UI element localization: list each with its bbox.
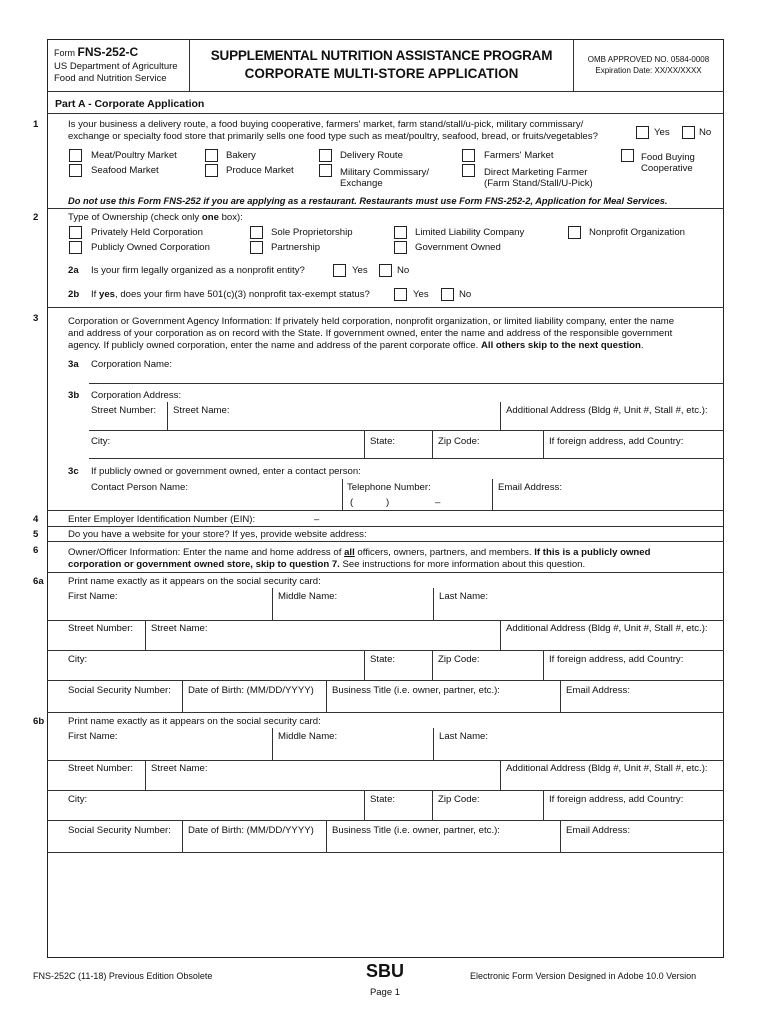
q6a-ssn-label: Social Security Number:: [68, 685, 171, 696]
contact-divider: [342, 479, 343, 510]
q2a-no-label: No: [397, 265, 410, 276]
q2b-text-yes: yes: [99, 289, 116, 300]
part-a-title: Part A - Corporate Application: [55, 98, 205, 110]
q2b-text-if: If: [91, 289, 99, 300]
sole-proprietorship-label: Sole Proprietorship: [271, 227, 353, 238]
q2b-number: 2b: [68, 289, 80, 300]
q2-number: 2: [33, 212, 39, 223]
q2a-yes-label: Yes: [352, 265, 368, 276]
agency-line-2: Food and Nutrition Service: [54, 73, 167, 84]
q1-no-checkbox[interactable]: [682, 126, 695, 139]
q6b-name-field[interactable]: [47, 760, 724, 761]
q6a-ssn-divider: [182, 680, 183, 712]
corporation-name-label: Corporation Name:: [91, 359, 173, 370]
q3-street-divider: [167, 402, 168, 430]
q3-city-field[interactable]: [89, 458, 724, 459]
llc-checkbox[interactable]: [394, 226, 407, 239]
omb-number: OMB APPROVED NO. 0584-0008: [587, 55, 710, 64]
food-buying-label: Food Buying: [641, 152, 695, 163]
q6a-state-divider: [432, 650, 433, 680]
meat-poultry-checkbox[interactable]: [69, 149, 82, 162]
ein-label: Enter Employer Identification Number (EIN):: [68, 514, 256, 525]
q4-number: 4: [33, 514, 39, 525]
q3-skip-note: All others skip to the next question: [480, 340, 641, 351]
form-prefix: Form: [54, 48, 75, 58]
nonprofit-organization-label: Nonprofit Organization: [589, 227, 685, 238]
contact-person-prompt: If publicly owned or government owned, enter a contact person:: [91, 466, 361, 477]
q6-number: 6: [33, 545, 39, 556]
q3-zip-divider: [543, 430, 544, 458]
q6b-street-divider: [145, 760, 146, 790]
q6b-dob-divider: [326, 820, 327, 852]
q3-country-label: If foreign address, add Country:: [549, 436, 684, 447]
q3-city-divider: [364, 430, 365, 458]
ein-dash: –: [314, 514, 320, 525]
header-bottom-rule: [47, 91, 724, 92]
q3-additional-divider: [500, 402, 501, 430]
llc-label: Limited Liability Company: [415, 227, 525, 238]
seafood-checkbox[interactable]: [69, 164, 82, 177]
q6a-street-field[interactable]: [47, 650, 724, 651]
corporation-address-label: Corporation Address:: [91, 390, 182, 401]
q3-text-line-1: Corporation or Government Agency Information: If privately held corporation, nonprofit organization, or limited liability company, enter the name: [68, 316, 675, 327]
q3-street-number-label: Street Number:: [91, 405, 157, 416]
q6b-dob-label: Date of Birth: (MM/DD/YYYY): [188, 825, 314, 836]
q6a-dob-label: Date of Birth: (MM/DD/YYYY): [188, 685, 314, 696]
q6a-middle-divider: [433, 588, 434, 620]
military-exchange-label: Exchange: [340, 178, 383, 189]
q6b-email-label: Email Address:: [566, 825, 630, 836]
q6b-additional-divider: [500, 760, 501, 790]
q6b-title-divider: [560, 820, 561, 852]
q3-zip-label: Zip Code:: [438, 436, 480, 447]
website-label: Do you have a website for your store? If yes, provide website address:: [68, 529, 367, 540]
nonprofit-organization-checkbox[interactable]: [568, 226, 581, 239]
q3-street-field[interactable]: [89, 430, 724, 431]
q1-no-label: No: [699, 127, 712, 138]
form-number: FNS-252-C: [77, 45, 139, 59]
q2-text: [68, 212, 243, 223]
q6-text-mid: officers, owners, partners, and members.: [354, 547, 535, 558]
q6a-street-name-label: Street Name:: [151, 623, 208, 634]
form-number-block: [54, 45, 138, 59]
q6a-dob-divider: [326, 680, 327, 712]
privately-held-label: Privately Held Corporation: [91, 227, 203, 238]
agency-line-1: US Department of Agriculture: [54, 61, 178, 72]
omb-expiration: Expiration Date: XX/XX/XXXX: [595, 66, 702, 75]
q3-city-label: City:: [91, 436, 111, 447]
partnership-label: Partnership: [271, 242, 321, 253]
q6a-zip-divider: [543, 650, 544, 680]
q6-header-rule: [47, 572, 724, 573]
q6b-city-label: City:: [68, 794, 88, 805]
footer-form-edition: FNS-252C (11-18) Previous Edition Obsolete: [33, 971, 213, 981]
military-commissary-label: Military Commissary/: [340, 167, 430, 178]
q3a-number: 3a: [68, 359, 79, 370]
farmers-market-checkbox[interactable]: [462, 149, 475, 162]
q3-text-line-3-end: .: [640, 340, 644, 351]
bakery-checkbox[interactable]: [205, 149, 218, 162]
q6-instructions-note: See instructions for more information about this question.: [339, 559, 586, 570]
q1-yes-label: Yes: [654, 127, 670, 138]
q3c-number: 3c: [68, 466, 79, 477]
q6a-street-number-label: Street Number:: [68, 623, 134, 634]
q6-text-start: Owner/Officer Information: Enter the name and home address of: [68, 547, 345, 558]
q6a-city-divider: [364, 650, 365, 680]
privately-held-checkbox[interactable]: [69, 226, 82, 239]
q6b-state-label: State:: [370, 794, 396, 805]
q6b-country-label: If foreign address, add Country:: [549, 794, 684, 805]
footer-page-number: Page 1: [369, 987, 401, 998]
contact-person-label: Contact Person Name:: [91, 482, 189, 493]
q2a-no-checkbox[interactable]: [379, 264, 392, 277]
q2b-yes-label: Yes: [413, 289, 429, 300]
q6a-first-name-label: First Name:: [68, 591, 118, 602]
q6a-additional-address-label: Additional Address (Bldg #, Unit #, Stall #, etc.):: [506, 623, 708, 634]
delivery-route-label: Delivery Route: [340, 150, 403, 161]
contact-email-label: Email Address:: [498, 482, 562, 493]
phone-open-paren: (: [350, 497, 354, 508]
q6a-city-field[interactable]: [47, 680, 724, 681]
q6a-bottom-rule: [47, 712, 724, 713]
telephone-divider: [492, 479, 493, 510]
q6-text-line-2: [68, 559, 585, 570]
q2b-text-rest: , does your firm have 501(c)(3) nonprofit tax-exempt status?: [115, 289, 370, 300]
q6a-additional-divider: [500, 620, 501, 650]
sole-proprietorship-checkbox[interactable]: [250, 226, 263, 239]
partnership-checkbox[interactable]: [250, 241, 263, 254]
q3-text-line-3-start: agency. If publicly owned corporation, enter the name and address of the parent corporate office.: [68, 340, 481, 351]
publicly-owned-label: Publicly Owned Corporation: [91, 242, 210, 253]
q6b-city-divider: [364, 790, 365, 820]
q6b-last-name-label: Last Name:: [439, 731, 489, 742]
q2a-number: 2a: [68, 265, 79, 276]
part-a-rule: [47, 113, 724, 114]
q6-skip-note: corporation or government owned store, skip to question 7.: [68, 559, 340, 570]
phone-close-paren: ): [386, 497, 390, 508]
q3-text-line-3: [68, 340, 644, 351]
q6b-print-name-label: Print name exactly as it appears on the social security card:: [68, 716, 321, 727]
q1-text-line-1: Is your business a delivery route, a food buying cooperative, farmers' market, farm stand/stall/u-pick, military commissary/: [68, 119, 584, 130]
seafood-label: Seafood Market: [91, 165, 159, 176]
q6a-city-label: City:: [68, 654, 88, 665]
q6b-state-divider: [432, 790, 433, 820]
q6b-number: 6b: [33, 716, 45, 727]
q6a-print-name-label: Print name exactly as it appears on the social security card:: [68, 576, 321, 587]
q2b-text: [91, 289, 370, 300]
q2b-no-label: No: [459, 289, 472, 300]
military-commissary-checkbox[interactable]: [319, 164, 332, 177]
produce-checkbox[interactable]: [205, 164, 218, 177]
farmers-market-label: Farmers' Market: [484, 150, 554, 161]
q4-bottom-rule: [47, 526, 724, 527]
q5-number: 5: [33, 529, 39, 540]
q1-text-line-2: exchange or specialty food store that primarily sells one food type such as meat/poultry, seafood, bread, or fruits/vegetables?: [68, 131, 598, 142]
header-divider-right: [573, 39, 574, 91]
q6b-first-divider: [272, 728, 273, 760]
government-owned-label: Government Owned: [415, 242, 501, 253]
q2b-no-checkbox[interactable]: [441, 288, 454, 301]
bakery-label: Bakery: [226, 150, 256, 161]
produce-label: Produce Market: [226, 165, 294, 176]
cooperative-label: Cooperative: [641, 163, 693, 174]
q6b-street-name-label: Street Name:: [151, 763, 208, 774]
q3-text-line-2: and address of your corporation as on record with the State. If government owned, enter the name and address of the responsible government: [68, 328, 673, 339]
q6-text-public: If this is a publicly owned: [534, 547, 651, 558]
footer-sbu-marking: SBU: [365, 961, 404, 981]
q1-number: 1: [33, 119, 39, 130]
q6b-zip-label: Zip Code:: [438, 794, 480, 805]
header-divider-left: [189, 39, 190, 91]
q6b-first-name-label: First Name:: [68, 731, 118, 742]
q5-bottom-rule: [47, 541, 724, 542]
q2-bottom-rule: [47, 307, 724, 308]
form-title-line-2: CORPORATE MULTI-STORE APPLICATION: [244, 66, 519, 81]
q3-state-divider: [432, 430, 433, 458]
q6a-business-title-label: Business Title (i.e. owner, partner, etc.):: [332, 685, 500, 696]
direct-marketing-checkbox[interactable]: [462, 164, 475, 177]
q6b-street-field[interactable]: [47, 790, 724, 791]
q6a-street-divider: [145, 620, 146, 650]
q2-text-end: box):: [218, 212, 243, 223]
q6a-first-divider: [272, 588, 273, 620]
q3-additional-address-label: Additional Address (Bldg #, Unit #, Stall #, etc.):: [506, 405, 708, 416]
q6a-email-label: Email Address:: [566, 685, 630, 696]
q6a-country-label: If foreign address, add Country:: [549, 654, 684, 665]
q2b-yes-checkbox[interactable]: [394, 288, 407, 301]
q3-street-name-label: Street Name:: [173, 405, 230, 416]
q6b-street-number-label: Street Number:: [68, 763, 134, 774]
government-owned-checkbox[interactable]: [394, 241, 407, 254]
q2-text-one: one: [201, 212, 219, 223]
q1-yes-checkbox[interactable]: [636, 126, 649, 139]
q6b-city-field[interactable]: [47, 820, 724, 821]
direct-marketing-label: Direct Marketing Farmer: [484, 167, 588, 178]
restaurant-warning: Do not use this Form FNS-252 if you are applying as a restaurant. Restaurants must use Form FNS-252-2, Application for Meal Services.: [68, 196, 668, 206]
q6a-title-divider: [560, 680, 561, 712]
q2a-yes-checkbox[interactable]: [333, 264, 346, 277]
q3-number: 3: [33, 313, 39, 324]
q6a-name-field[interactable]: [47, 620, 724, 621]
q2a-text: Is your firm legally organized as a nonprofit entity?: [91, 265, 305, 276]
q6b-additional-address-label: Additional Address (Bldg #, Unit #, Stall #, etc.):: [506, 763, 708, 774]
q2-text-start: Type of Ownership (check only: [68, 212, 202, 223]
footer-electronic-version: Electronic Form Version Designed in Adobe 10.0 Version: [470, 971, 697, 981]
publicly-owned-checkbox[interactable]: [69, 241, 82, 254]
farm-stand-label: (Farm Stand/Stall/U-Pick): [484, 178, 593, 189]
q6b-middle-name-label: Middle Name:: [278, 731, 338, 742]
q6a-zip-label: Zip Code:: [438, 654, 480, 665]
q6a-number: 6a: [33, 576, 44, 587]
delivery-route-checkbox[interactable]: [319, 149, 332, 162]
q6b-business-title-label: Business Title (i.e. owner, partner, etc.):: [332, 825, 500, 836]
q6b-zip-divider: [543, 790, 544, 820]
q6a-state-label: State:: [370, 654, 396, 665]
q3-state-label: State:: [370, 436, 396, 447]
q1-bottom-rule: [47, 208, 724, 209]
q3-bottom-rule: [47, 510, 724, 511]
q6b-ssn-label: Social Security Number:: [68, 825, 171, 836]
corporation-name-field[interactable]: [89, 383, 724, 384]
q6a-last-name-label: Last Name:: [439, 591, 489, 602]
q3b-number: 3b: [68, 390, 80, 401]
food-buying-checkbox[interactable]: [621, 149, 634, 162]
q6-text-all: all: [344, 547, 355, 558]
phone-dash: –: [435, 497, 441, 508]
form-title-line-1: SUPPLEMENTAL NUTRITION ASSISTANCE PROGRAM: [210, 48, 553, 63]
telephone-label: Telephone Number:: [347, 482, 431, 493]
q6b-middle-divider: [433, 728, 434, 760]
q6b-bottom-rule: [47, 852, 724, 853]
q6b-ssn-divider: [182, 820, 183, 852]
q6-text-line-1: [68, 547, 650, 558]
meat-poultry-label: Meat/Poultry Market: [91, 150, 177, 161]
q6a-middle-name-label: Middle Name:: [278, 591, 338, 602]
